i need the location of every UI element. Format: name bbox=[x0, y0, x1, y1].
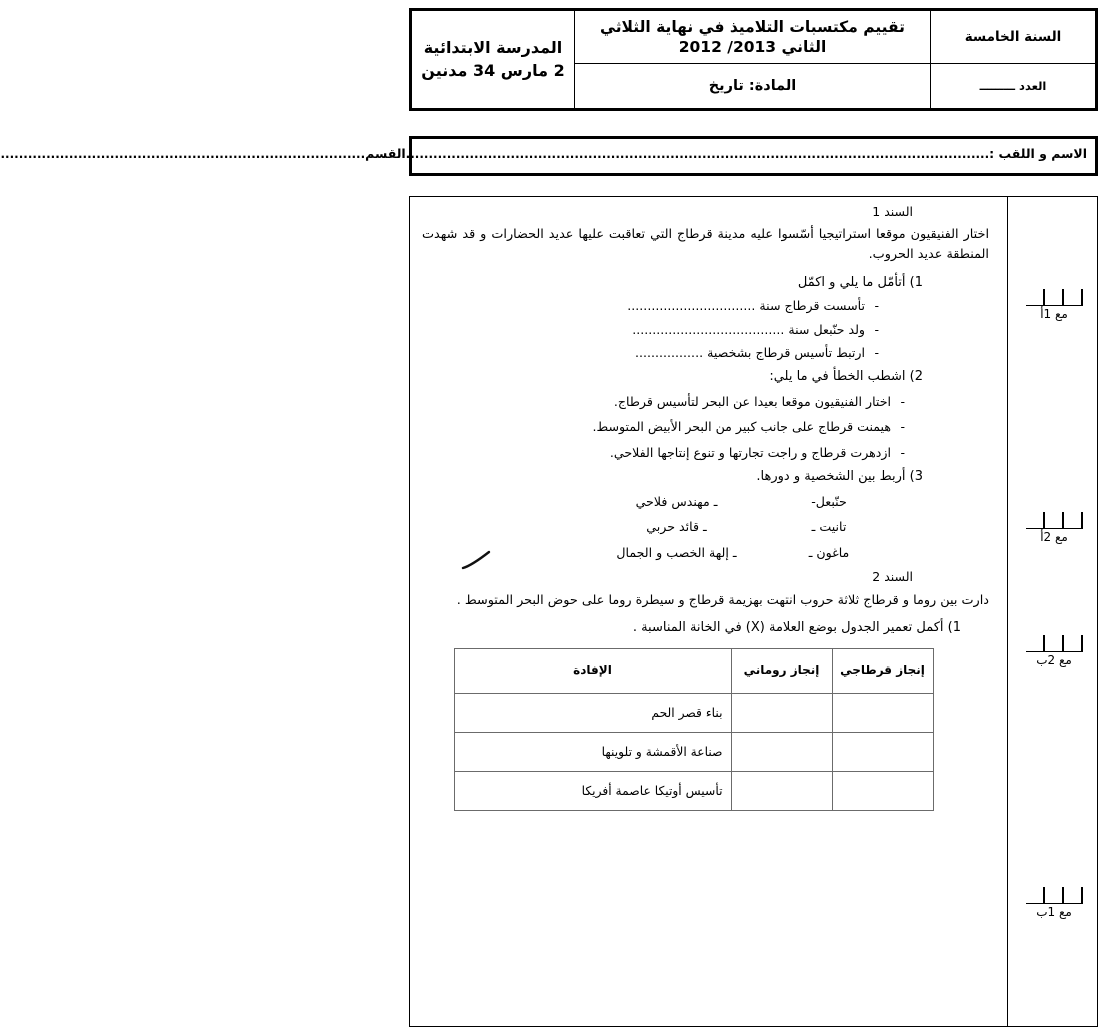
statement-text: هيمنت قرطاج على جانب كبير من البحر الأبيض المتوسط. bbox=[592, 419, 891, 435]
marker-label: مع 1أ bbox=[1040, 307, 1068, 321]
student-identity-box bbox=[0, 136, 1098, 176]
statement-text: اختار الفنيقيون موقعا بعيدا عن البحر لتأسيس قرطاج. bbox=[613, 393, 891, 409]
header-cell-year: السنة الخامسة bbox=[931, 10, 1097, 64]
checkbox-cell-carthaginian[interactable] bbox=[832, 693, 933, 732]
score-grid-icon[interactable] bbox=[1026, 887, 1083, 904]
statement-text: ازدهرت قرطاج و راجت تجارتها و تنوع إنتاجها الفلاحي. bbox=[609, 444, 891, 460]
matching-role[interactable]: ـ مهندس فلاحي bbox=[635, 493, 718, 509]
blank-item bbox=[420, 297, 991, 313]
marker-criteria-2 bbox=[1023, 512, 1085, 544]
bullet-dash: - bbox=[874, 297, 879, 313]
blank-fill-line[interactable]: ................................ bbox=[627, 297, 756, 313]
matching-exercise bbox=[420, 493, 991, 560]
blank-fill-line[interactable]: ................. bbox=[635, 345, 704, 361]
marker-criteria-4 bbox=[1023, 887, 1085, 919]
score-grid-icon[interactable] bbox=[1026, 512, 1083, 529]
matching-role[interactable]: ـ إلهة الخصب و الجمال bbox=[616, 544, 737, 560]
table-row bbox=[454, 771, 933, 810]
marker-label: مع 2أ bbox=[1040, 530, 1068, 544]
marker-criteria-1 bbox=[1023, 289, 1085, 321]
statement-item[interactable] bbox=[420, 421, 991, 434]
header-cell-title: تقييم مكتسبات التلاميذ في نهاية الثلاثي الثاني 2013/ 2012 bbox=[575, 10, 931, 64]
matching-person[interactable]: تانيت ـ bbox=[811, 519, 847, 535]
question-4: 1) أكمل تعمير الجدول بوضع العلامة (X) في الخانة المناسبة . bbox=[632, 619, 961, 635]
student-identity-line bbox=[0, 146, 1087, 161]
blank-text: تأسست قرطاج سنة bbox=[759, 297, 865, 313]
question-2: 2) اشطب الخطأ في ما يلي: bbox=[769, 368, 923, 384]
bullet-dash: - bbox=[900, 419, 905, 435]
header-row-top bbox=[411, 10, 1097, 64]
bullet-dash: - bbox=[900, 444, 905, 460]
bullet-dash: - bbox=[874, 345, 879, 361]
checkbox-cell-roman[interactable] bbox=[731, 732, 832, 771]
marker-label: مع 2ب bbox=[1036, 653, 1072, 667]
matching-person[interactable]: حنّبعل- bbox=[811, 493, 847, 509]
table-row-label: تأسيس أوتيكا عاصمة أفريكا bbox=[454, 771, 731, 810]
blank-item bbox=[420, 321, 991, 337]
exercise-content bbox=[410, 197, 1005, 1026]
column-header-carthaginian: إنجاز قرطاجي bbox=[832, 648, 933, 693]
checkbox-cell-carthaginian[interactable] bbox=[832, 771, 933, 810]
document-header bbox=[409, 8, 1098, 111]
source-1-label: السند 1 bbox=[872, 204, 913, 219]
source-1-text: اختار الفنيقيون موقعا استراتيجيا أسّسوا عليه مدينة قرطاج التي تعاقبت عليها عديد الحضارات و قد شهدت المنطقة عديد الحروب. bbox=[422, 226, 989, 263]
blank-item bbox=[420, 347, 991, 360]
table-row-label: صناعة الأقمشة و تلوينها bbox=[454, 732, 731, 771]
class-label: القسم bbox=[365, 146, 406, 161]
exercise-body bbox=[409, 196, 1098, 1027]
question-1-blanks bbox=[420, 297, 991, 361]
header-table bbox=[409, 8, 1098, 111]
matching-row bbox=[486, 544, 925, 560]
statement-item[interactable] bbox=[420, 444, 991, 460]
matching-row bbox=[486, 493, 925, 509]
bullet-dash: - bbox=[874, 321, 879, 337]
score-grid-icon[interactable] bbox=[1026, 289, 1083, 306]
marker-criteria-3 bbox=[1023, 635, 1085, 667]
table-header-row bbox=[454, 648, 933, 693]
question-3: 3) أربط بين الشخصية و دورها. bbox=[756, 468, 923, 484]
answer-table-wrap bbox=[420, 648, 991, 811]
table-row bbox=[454, 693, 933, 732]
blank-text: ولد حنّبعل سنة bbox=[788, 321, 865, 337]
answer-table bbox=[454, 648, 934, 811]
column-header-statement: الإفادة bbox=[454, 648, 731, 693]
checkbox-cell-roman[interactable] bbox=[731, 771, 832, 810]
blank-fill-line[interactable]: ...................................... bbox=[632, 321, 785, 337]
source-2-text: دارت بين روما و قرطاج ثلاثة حروب انتهت بهزيمة قرطاج و سيطرة روما على حوض البحر المتوسط . bbox=[456, 592, 989, 608]
checkbox-cell-roman[interactable] bbox=[731, 693, 832, 732]
name-fill-line[interactable]: ................................................................................................................................ bbox=[405, 147, 990, 161]
source-2-label: السند 2 bbox=[872, 569, 913, 585]
table-row-label: بناء قصر الحم bbox=[454, 693, 731, 732]
marker-label: مع 1ب bbox=[1036, 905, 1072, 919]
blank-text: ارتبط تأسيس قرطاج بشخصية bbox=[707, 345, 865, 361]
matching-person[interactable]: ماغون ـ bbox=[808, 544, 850, 560]
table-row bbox=[454, 732, 933, 771]
header-cell-number: العدد ـــــــــ bbox=[931, 64, 1097, 110]
bullet-dash: - bbox=[900, 393, 905, 409]
column-header-roman: إنجاز روماني bbox=[731, 648, 832, 693]
marking-margin-column bbox=[1008, 197, 1097, 1026]
name-label: الاسم و اللقب : bbox=[989, 146, 1087, 161]
statement-item[interactable] bbox=[420, 393, 991, 409]
matching-row bbox=[486, 521, 925, 534]
header-cell-subject: المادة: تاريخ bbox=[575, 64, 931, 110]
question-2-statements bbox=[420, 393, 991, 460]
matching-role[interactable]: ـ قائد حربي bbox=[646, 519, 707, 535]
header-cell-school: المدرسة الابتدائية 2 مارس 34 مدنين bbox=[411, 10, 575, 110]
checkbox-cell-carthaginian[interactable] bbox=[832, 732, 933, 771]
question-1: 1) أتأمّل ما يلي و اكمّل bbox=[797, 274, 923, 290]
class-fill-line[interactable]: ................................................................................ bbox=[0, 147, 366, 161]
score-grid-icon[interactable] bbox=[1026, 635, 1083, 652]
